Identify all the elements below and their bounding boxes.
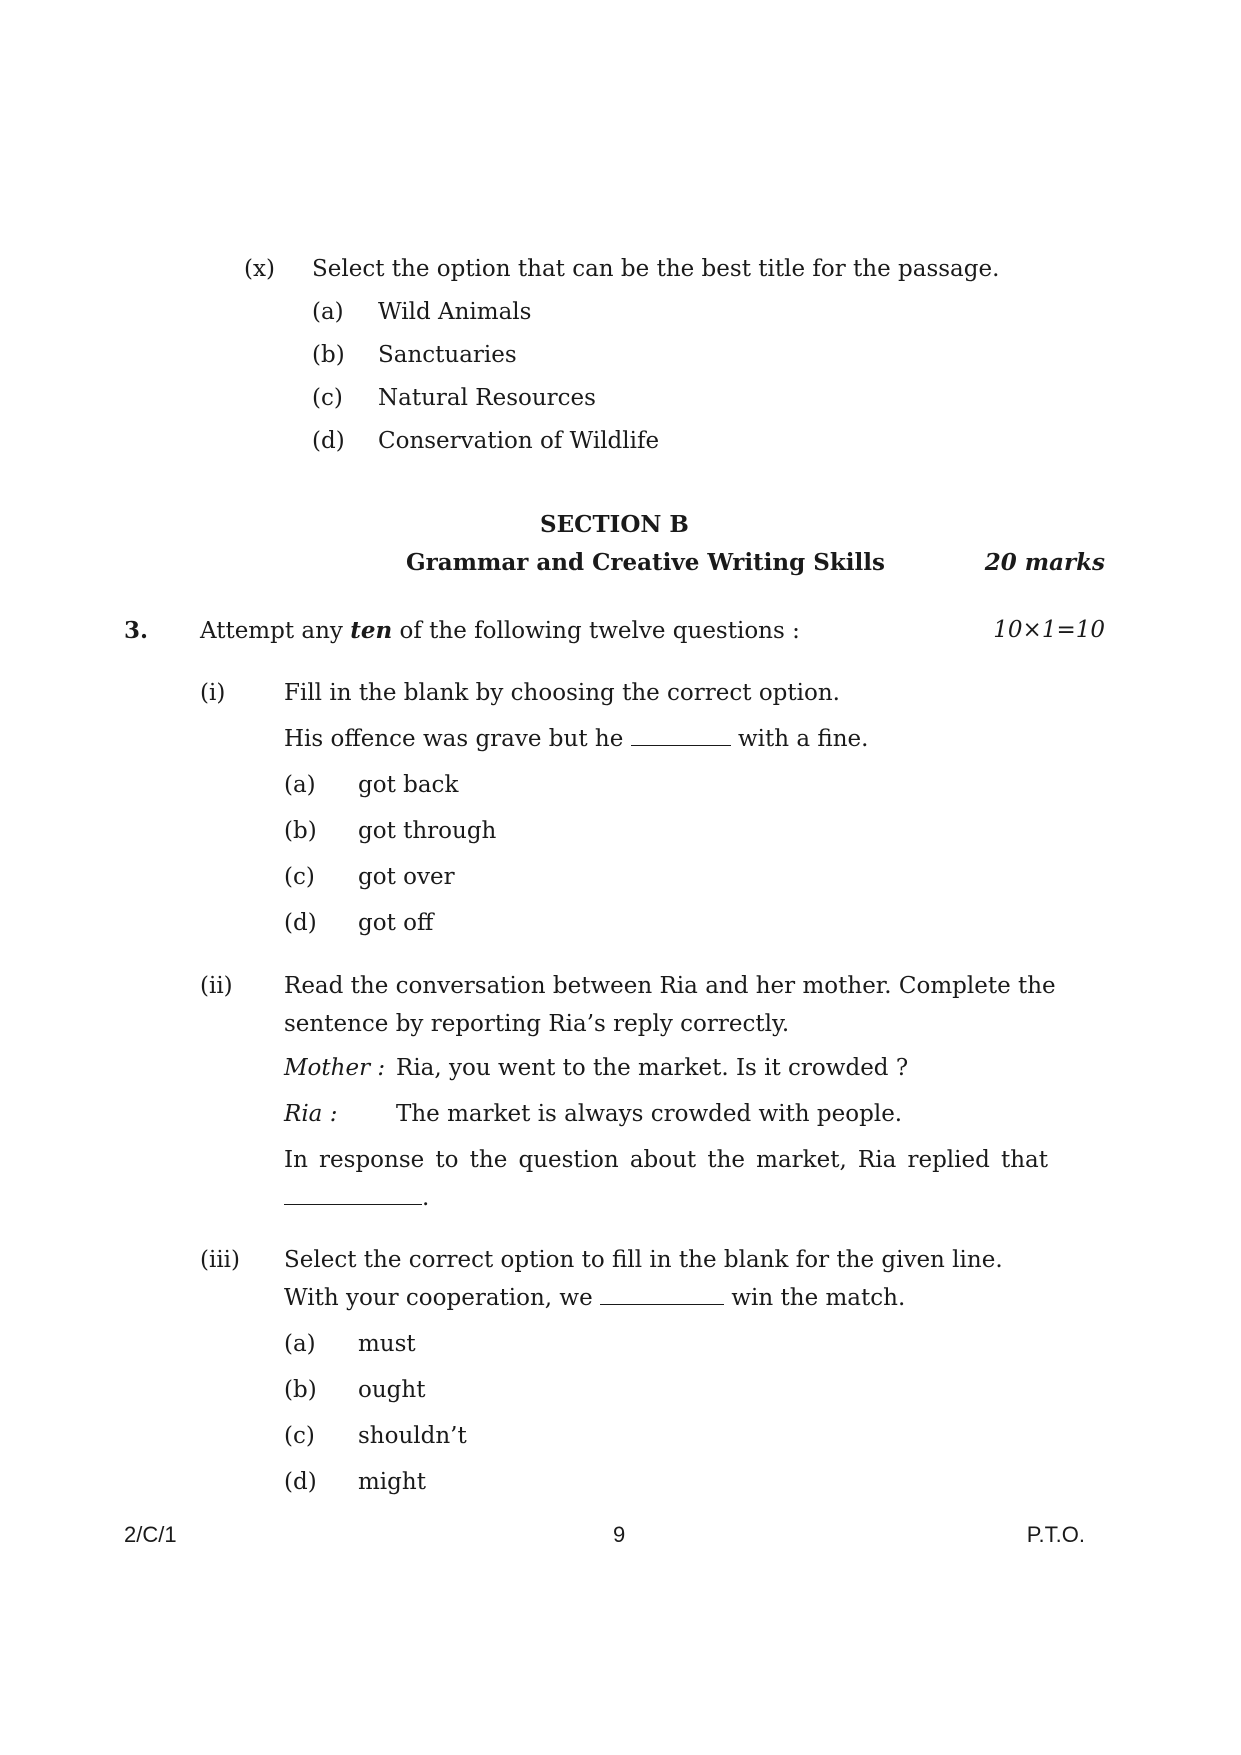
q3i-option-d: got off (358, 910, 434, 936)
q3ii-speaker-mother: Mother : (284, 1055, 386, 1081)
q2x-option-b: Sanctuaries (378, 342, 517, 368)
q3ii-text-line2: sentence by reporting Ria’s reply correctly. (284, 1011, 790, 1037)
q3iii-option-d-label: (d) (284, 1469, 317, 1495)
q3i-sentence-post: with a fine. (730, 726, 869, 752)
q3-instruction (200, 617, 800, 644)
q2x-option-a: Wild Animals (378, 299, 532, 325)
q3iii-sentence-post: win the match. (724, 1285, 906, 1311)
q3iii-option-c-label: (c) (284, 1423, 315, 1449)
q3iii-option-c: shouldn’t (358, 1423, 467, 1449)
section-subtitle: Grammar and Creative Writing Skills (406, 549, 885, 576)
q3iii-text: Select the correct option to fill in the blank for the given line. (284, 1247, 1003, 1273)
q3ii-mother-line: Ria, you went to the market. Is it crowded ? (396, 1055, 909, 1081)
q3i-option-b: got through (358, 818, 497, 844)
q3ii-speaker-ria: Ria : (284, 1101, 338, 1127)
q3i-sentence-pre: His offence was grave but he (284, 726, 631, 752)
section-title: SECTION B (540, 511, 689, 538)
q3iii-option-a: must (358, 1331, 416, 1357)
q2x-option-d: Conservation of Wildlife (378, 428, 660, 454)
q2x-option-a-label: (a) (312, 299, 344, 325)
q3-instruction-post: of the following twelve questions : (392, 618, 800, 644)
q3iii-option-a-label: (a) (284, 1331, 316, 1357)
q3ii-response-end: . (422, 1185, 430, 1211)
q3i-option-b-label: (b) (284, 818, 317, 844)
q3ii-response-blank-line (284, 1185, 429, 1211)
q3iii-number: (iii) (200, 1247, 241, 1273)
section-marks: 20 marks (984, 549, 1105, 576)
q3i-option-a-label: (a) (284, 772, 316, 798)
q3-marks: 10×1=10 (993, 617, 1105, 643)
q2x-option-c-label: (c) (312, 385, 343, 411)
q3ii-response-blank (284, 1186, 422, 1205)
q2x-text: Select the option that can be the best title for the passage. (312, 256, 1000, 282)
footer-paper-code: 2/C/1 (124, 1522, 177, 1547)
q2x-option-c: Natural Resources (378, 385, 596, 411)
q3i-option-a: got back (358, 772, 459, 798)
q3i-number: (i) (200, 680, 226, 706)
q3ii-number: (ii) (200, 973, 233, 999)
footer-page-number: 9 (613, 1522, 626, 1547)
q3iii-blank (600, 1286, 724, 1305)
q3iii-option-b-label: (b) (284, 1377, 317, 1403)
q3i-text: Fill in the blank by choosing the correct option. (284, 680, 840, 706)
q3iii-option-b: ought (358, 1377, 426, 1403)
q3iii-sentence-pre: With your cooperation, we (284, 1285, 601, 1311)
q3i-sentence (284, 726, 868, 752)
q3i-option-c: got over (358, 864, 455, 890)
q3ii-text-line1: Read the conversation between Ria and her mother. Complete the (284, 973, 1056, 999)
q2x-option-d-label: (d) (312, 428, 345, 454)
q3i-option-d-label: (d) (284, 910, 317, 936)
q3iii-sentence (284, 1285, 905, 1311)
q3-number: 3. (124, 617, 149, 644)
q3iii-option-d: might (358, 1469, 426, 1495)
q3ii-response: In response to the question about the market, Ria replied that (284, 1147, 1048, 1173)
footer-pto: P.T.O. (1026, 1522, 1085, 1547)
q3ii-ria-line: The market is always crowded with people. (396, 1101, 903, 1127)
q3-instruction-emphasis: ten (350, 617, 393, 644)
q3i-option-c-label: (c) (284, 864, 315, 890)
q2x-number: (x) (244, 256, 275, 282)
q3i-blank (631, 727, 731, 746)
q3-instruction-pre: Attempt any (200, 618, 351, 644)
q2x-option-b-label: (b) (312, 342, 345, 368)
